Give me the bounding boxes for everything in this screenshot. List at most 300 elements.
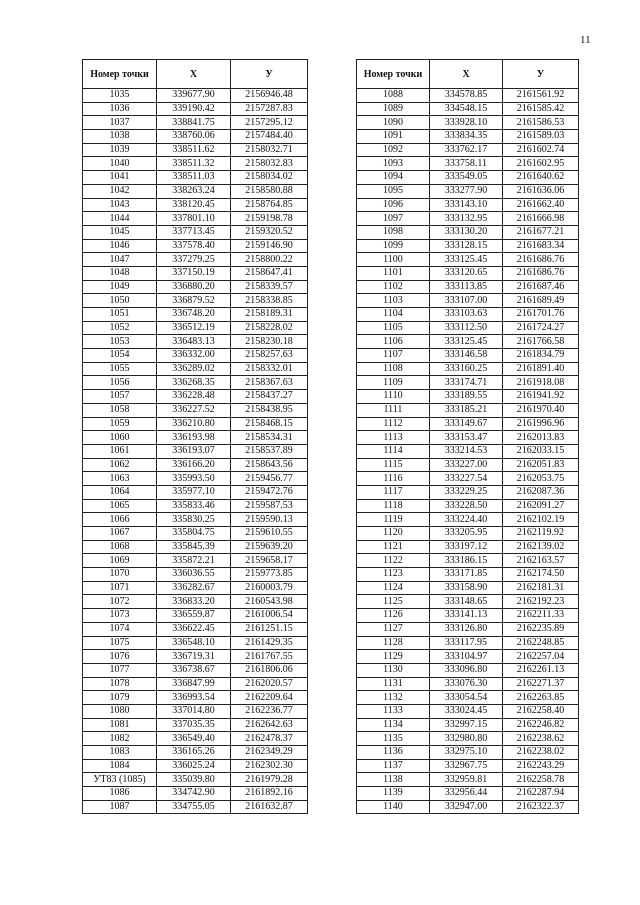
cell-point-number: 1052: [83, 321, 157, 335]
cell-y: 2161662.40: [503, 198, 579, 212]
cell-x: 332947.00: [430, 800, 503, 814]
table-row: [357, 321, 579, 335]
cell-x: 333928.10: [430, 116, 503, 130]
cell-y: 2161892.16: [231, 787, 308, 801]
cell-y: 2158189.31: [231, 308, 308, 322]
cell-y: 2162263.85: [503, 691, 579, 705]
cell-x: 338120.45: [157, 198, 231, 212]
cell-x: 335845.39: [157, 540, 231, 554]
cell-y: 2161251.15: [231, 622, 308, 636]
cell-y: 2158332.01: [231, 362, 308, 376]
cell-point-number: 1137: [357, 759, 430, 773]
table-row: [83, 417, 308, 431]
header-y: У: [231, 60, 308, 89]
cell-y: 2158534.31: [231, 431, 308, 445]
cell-y: 2158468.15: [231, 417, 308, 431]
cell-x: 337014.80: [157, 704, 231, 718]
cell-point-number: 1040: [83, 157, 157, 171]
table-row: [83, 759, 308, 773]
cell-point-number: 1044: [83, 212, 157, 226]
table-row: [357, 568, 579, 582]
table-row: [83, 513, 308, 527]
cell-y: 2161677.21: [503, 225, 579, 239]
table-row: [83, 540, 308, 554]
cell-point-number: 1046: [83, 239, 157, 253]
cell-y: 2158537.89: [231, 444, 308, 458]
cell-point-number: 1079: [83, 691, 157, 705]
cell-point-number: 1065: [83, 499, 157, 513]
cell-point-number: 1135: [357, 732, 430, 746]
table-row: [83, 691, 308, 705]
cell-y: 2162302.30: [231, 759, 308, 773]
table-row: [83, 171, 308, 185]
cell-point-number: 1111: [357, 403, 430, 417]
table-row: [357, 677, 579, 691]
table-row: [357, 376, 579, 390]
cell-y: 2161632.87: [231, 800, 308, 814]
table-row: [357, 212, 579, 226]
cell-x: 336719.31: [157, 650, 231, 664]
page-number: 11: [580, 34, 591, 46]
cell-point-number: 1099: [357, 239, 430, 253]
cell-x: 338841.75: [157, 116, 231, 130]
cell-y: 2158580.88: [231, 184, 308, 198]
cell-y: 2158764.85: [231, 198, 308, 212]
cell-y: 2162238.62: [503, 732, 579, 746]
cell-x: 335833.46: [157, 499, 231, 513]
cell-point-number: 1109: [357, 376, 430, 390]
cell-point-number: 1071: [83, 581, 157, 595]
cell-point-number: 1041: [83, 171, 157, 185]
table-row: [357, 444, 579, 458]
cell-x: 336193.98: [157, 431, 231, 445]
cell-x: 332959.81: [430, 773, 503, 787]
cell-y: 2161666.98: [503, 212, 579, 226]
cell-point-number: 1091: [357, 130, 430, 144]
cell-x: 337035.35: [157, 718, 231, 732]
table-row: [357, 718, 579, 732]
cell-point-number: 1035: [83, 89, 157, 103]
cell-point-number: 1095: [357, 184, 430, 198]
table-row: [83, 704, 308, 718]
cell-x: 333153.47: [430, 431, 503, 445]
cell-x: 336548.10: [157, 636, 231, 650]
cell-y: 2162287.94: [503, 787, 579, 801]
header-x: X: [430, 60, 503, 89]
cell-point-number: 1090: [357, 116, 430, 130]
cell-x: 336166.20: [157, 458, 231, 472]
cell-x: 333117.95: [430, 636, 503, 650]
cell-point-number: 1055: [83, 362, 157, 376]
cell-y: 2161586.53: [503, 116, 579, 130]
cell-y: 2157484.40: [231, 130, 308, 144]
table-row: [83, 225, 308, 239]
table-header-row: [357, 60, 579, 89]
cell-x: 337713.45: [157, 225, 231, 239]
cell-y: 2162163.57: [503, 554, 579, 568]
table-row: [83, 89, 308, 103]
cell-point-number: 1083: [83, 746, 157, 760]
table-row: [83, 787, 308, 801]
cell-point-number: 1066: [83, 513, 157, 527]
cell-point-number: 1107: [357, 349, 430, 363]
cell-y: 2162261.13: [503, 663, 579, 677]
cell-point-number: 1104: [357, 308, 430, 322]
cell-x: 333149.67: [430, 417, 503, 431]
cell-point-number: 1058: [83, 403, 157, 417]
cell-y: 2158032.83: [231, 157, 308, 171]
cell-x: 337578.40: [157, 239, 231, 253]
cell-x: 336993.54: [157, 691, 231, 705]
cell-point-number: 1108: [357, 362, 430, 376]
cell-point-number: 1114: [357, 444, 430, 458]
cell-x: 333104.97: [430, 650, 503, 664]
cell-x: 336289.02: [157, 362, 231, 376]
cell-x: 335830.25: [157, 513, 231, 527]
cell-x: 332956.44: [430, 787, 503, 801]
cell-x: 333120.65: [430, 266, 503, 280]
cell-y: 2162257.04: [503, 650, 579, 664]
cell-x: 333146.58: [430, 349, 503, 363]
cell-y: 2161941.92: [503, 390, 579, 404]
table-row: [83, 431, 308, 445]
cell-y: 2158800.22: [231, 253, 308, 267]
table-row: [83, 335, 308, 349]
cell-point-number: 1078: [83, 677, 157, 691]
cell-x: 335872.21: [157, 554, 231, 568]
cell-point-number: 1054: [83, 349, 157, 363]
table-row: [357, 732, 579, 746]
cell-y: 2161602.74: [503, 143, 579, 157]
cell-point-number: 1073: [83, 609, 157, 623]
cell-x: 332967.75: [430, 759, 503, 773]
table-row: [83, 321, 308, 335]
cell-point-number: 1097: [357, 212, 430, 226]
cell-x: 333224.40: [430, 513, 503, 527]
table-row: [83, 362, 308, 376]
cell-x: 337279.25: [157, 253, 231, 267]
cell-y: 2158643.56: [231, 458, 308, 472]
table-row: [357, 239, 579, 253]
table-row: [357, 266, 579, 280]
cell-x: 336268.35: [157, 376, 231, 390]
cell-y: 2162139.02: [503, 540, 579, 554]
cell-x: 333054.54: [430, 691, 503, 705]
cell-x: 336227.52: [157, 403, 231, 417]
cell-x: 336193.07: [157, 444, 231, 458]
cell-y: 2161686.76: [503, 253, 579, 267]
cell-x: 333549.05: [430, 171, 503, 185]
table-row: [83, 184, 308, 198]
cell-x: 332975.10: [430, 746, 503, 760]
table-row: [83, 102, 308, 116]
cell-y: 2159456.77: [231, 472, 308, 486]
cell-y: 2162102.19: [503, 513, 579, 527]
cell-point-number: 1119: [357, 513, 430, 527]
table-row: [357, 390, 579, 404]
table-row: [83, 308, 308, 322]
cell-y: 2161585.42: [503, 102, 579, 116]
table-row: [83, 677, 308, 691]
cell-point-number: 1043: [83, 198, 157, 212]
cell-x: 336622.45: [157, 622, 231, 636]
header-point-number: Номер точки: [357, 60, 430, 89]
table-row: [83, 212, 308, 226]
cell-x: 333103.63: [430, 308, 503, 322]
cell-point-number: 1128: [357, 636, 430, 650]
cell-point-number: 1064: [83, 485, 157, 499]
cell-x: 333125.45: [430, 335, 503, 349]
header-y: У: [503, 60, 579, 89]
cell-x: 339190.42: [157, 102, 231, 116]
cell-y: 2157287.83: [231, 102, 308, 116]
cell-point-number: 1127: [357, 622, 430, 636]
table-row: [83, 294, 308, 308]
cell-point-number: 1096: [357, 198, 430, 212]
table-row: [83, 499, 308, 513]
cell-y: 2161429.35: [231, 636, 308, 650]
cell-y: 2159198.78: [231, 212, 308, 226]
cell-x: 333189.55: [430, 390, 503, 404]
cell-y: 2162209.64: [231, 691, 308, 705]
header-x: X: [157, 60, 231, 89]
cell-point-number: 1075: [83, 636, 157, 650]
cell-y: 2162642.63: [231, 718, 308, 732]
cell-y: 2161689.49: [503, 294, 579, 308]
cell-x: 338760.06: [157, 130, 231, 144]
cell-y: 2162181.31: [503, 581, 579, 595]
cell-y: 2162051.83: [503, 458, 579, 472]
table-row: [357, 280, 579, 294]
cell-y: 2162258.78: [503, 773, 579, 787]
cell-y: 2162013.83: [503, 431, 579, 445]
table-row: [83, 253, 308, 267]
cell-point-number: 1126: [357, 609, 430, 623]
cell-y: 2161766.58: [503, 335, 579, 349]
cell-x: 333229.25: [430, 485, 503, 499]
cell-point-number: 1061: [83, 444, 157, 458]
cell-point-number: 1130: [357, 663, 430, 677]
cell-x: 338511.32: [157, 157, 231, 171]
table-row: [357, 294, 579, 308]
cell-x: 336025.24: [157, 759, 231, 773]
cell-y: 2160543.98: [231, 595, 308, 609]
cell-y: 2158034.02: [231, 171, 308, 185]
cell-y: 2162322.37: [503, 800, 579, 814]
cell-y: 2162246.82: [503, 718, 579, 732]
cell-point-number: 1053: [83, 335, 157, 349]
cell-point-number: 1122: [357, 554, 430, 568]
cell-x: 333214.53: [430, 444, 503, 458]
cell-point-number: 1060: [83, 431, 157, 445]
cell-x: 333277.90: [430, 184, 503, 198]
cell-x: 337801.10: [157, 212, 231, 226]
table-row: [83, 718, 308, 732]
cell-y: 2162033.15: [503, 444, 579, 458]
cell-y: 2162478.37: [231, 732, 308, 746]
cell-y: 2156946.48: [231, 89, 308, 103]
cell-y: 2161970.40: [503, 403, 579, 417]
cell-point-number: 1036: [83, 102, 157, 116]
cell-point-number: 1124: [357, 581, 430, 595]
cell-x: 333205.95: [430, 527, 503, 541]
table-row: [83, 568, 308, 582]
header-point-number: Номер точки: [83, 60, 157, 89]
cell-x: 333113.85: [430, 280, 503, 294]
table-row: [357, 704, 579, 718]
cell-y: 2158438.95: [231, 403, 308, 417]
cell-point-number: 1042: [83, 184, 157, 198]
cell-x: 336282.67: [157, 581, 231, 595]
table-row: [357, 89, 579, 103]
cell-y: 2161834.79: [503, 349, 579, 363]
cell-x: 333132.95: [430, 212, 503, 226]
cell-point-number: 1129: [357, 650, 430, 664]
cell-x: 333141.13: [430, 609, 503, 623]
table-row: [83, 198, 308, 212]
cell-point-number: 1125: [357, 595, 430, 609]
cell-x: 333158.90: [430, 581, 503, 595]
table-row: [357, 527, 579, 541]
cell-y: 2159587.53: [231, 499, 308, 513]
table-row: [83, 650, 308, 664]
cell-point-number: 1134: [357, 718, 430, 732]
table-row: [357, 171, 579, 185]
table-row: [357, 458, 579, 472]
table-row: [83, 130, 308, 144]
cell-x: 333171.85: [430, 568, 503, 582]
cell-x: 336210.80: [157, 417, 231, 431]
coordinates-table-left: [82, 59, 308, 814]
cell-point-number: 1062: [83, 458, 157, 472]
table-row: [83, 472, 308, 486]
cell-point-number: 1080: [83, 704, 157, 718]
table-row: [83, 403, 308, 417]
table-row: [357, 225, 579, 239]
cell-point-number: 1057: [83, 390, 157, 404]
cell-x: 334742.90: [157, 787, 231, 801]
cell-x: 336738.67: [157, 663, 231, 677]
cell-y: 2162211.33: [503, 609, 579, 623]
table-row: [357, 472, 579, 486]
cell-point-number: 1067: [83, 527, 157, 541]
table-row: [357, 787, 579, 801]
cell-point-number: 1116: [357, 472, 430, 486]
table-row: [357, 746, 579, 760]
cell-y: 2162091.27: [503, 499, 579, 513]
cell-point-number: 1072: [83, 595, 157, 609]
cell-x: 337150.19: [157, 266, 231, 280]
cell-point-number: 1094: [357, 171, 430, 185]
cell-x: 333174.71: [430, 376, 503, 390]
cell-x: 334755.05: [157, 800, 231, 814]
cell-y: 2161589.03: [503, 130, 579, 144]
cell-x: 336512.19: [157, 321, 231, 335]
table-row: [357, 362, 579, 376]
cell-y: 2161891.40: [503, 362, 579, 376]
cell-point-number: 1037: [83, 116, 157, 130]
table-row: [357, 622, 579, 636]
cell-x: 333227.00: [430, 458, 503, 472]
cell-y: 2161979.28: [231, 773, 308, 787]
cell-point-number: 1070: [83, 568, 157, 582]
table-row: [83, 376, 308, 390]
table-row: [83, 527, 308, 541]
cell-point-number: 1051: [83, 308, 157, 322]
cell-x: 338263.24: [157, 184, 231, 198]
table-row: [357, 581, 579, 595]
cell-point-number: 1113: [357, 431, 430, 445]
cell-y: 2161996.96: [503, 417, 579, 431]
cell-y: 2162235.89: [503, 622, 579, 636]
cell-x: 336228.48: [157, 390, 231, 404]
cell-x: 333762.17: [430, 143, 503, 157]
cell-point-number: 1059: [83, 417, 157, 431]
cell-x: 338511.03: [157, 171, 231, 185]
table-row: [357, 130, 579, 144]
cell-y: 2161806.06: [231, 663, 308, 677]
cell-y: 2162174.50: [503, 568, 579, 582]
table-row: [357, 773, 579, 787]
cell-x: 332997.15: [430, 718, 503, 732]
table-row: [357, 184, 579, 198]
cell-y: 2162258.40: [503, 704, 579, 718]
cell-x: 336483.13: [157, 335, 231, 349]
table-row: [357, 116, 579, 130]
cell-x: 333126.80: [430, 622, 503, 636]
table-row: [357, 335, 579, 349]
cell-point-number: 1082: [83, 732, 157, 746]
cell-x: 336165.26: [157, 746, 231, 760]
cell-point-number: 1103: [357, 294, 430, 308]
cell-y: 2158647.41: [231, 266, 308, 280]
cell-x: 333024.45: [430, 704, 503, 718]
cell-x: 336559.87: [157, 609, 231, 623]
cell-y: 2159639.20: [231, 540, 308, 554]
cell-y: 2161701.76: [503, 308, 579, 322]
cell-x: 333834.35: [430, 130, 503, 144]
cell-x: 333758.11: [430, 157, 503, 171]
cell-y: 2161602.95: [503, 157, 579, 171]
cell-y: 2162243.29: [503, 759, 579, 773]
cell-y: 2161686.76: [503, 266, 579, 280]
cell-point-number: 1101: [357, 266, 430, 280]
cell-x: 333148.65: [430, 595, 503, 609]
table-row: [357, 157, 579, 171]
cell-x: 334578.85: [430, 89, 503, 103]
table-row: [83, 800, 308, 814]
cell-y: 2161687.46: [503, 280, 579, 294]
cell-point-number: 1118: [357, 499, 430, 513]
cell-y: 2158230.18: [231, 335, 308, 349]
cell-point-number: УТ83 (1085): [83, 773, 157, 787]
table-row: [357, 431, 579, 445]
table-row: [83, 609, 308, 623]
cell-y: 2161561.92: [503, 89, 579, 103]
cell-y: 2162192.23: [503, 595, 579, 609]
cell-y: 2158367.63: [231, 376, 308, 390]
cell-x: 333076.30: [430, 677, 503, 691]
cell-point-number: 1039: [83, 143, 157, 157]
cell-point-number: 1136: [357, 746, 430, 760]
cell-point-number: 1081: [83, 718, 157, 732]
cell-point-number: 1132: [357, 691, 430, 705]
table-row: [357, 308, 579, 322]
cell-x: 334548.15: [430, 102, 503, 116]
cell-x: 338511.62: [157, 143, 231, 157]
cell-y: 2159320.52: [231, 225, 308, 239]
cell-point-number: 1115: [357, 458, 430, 472]
